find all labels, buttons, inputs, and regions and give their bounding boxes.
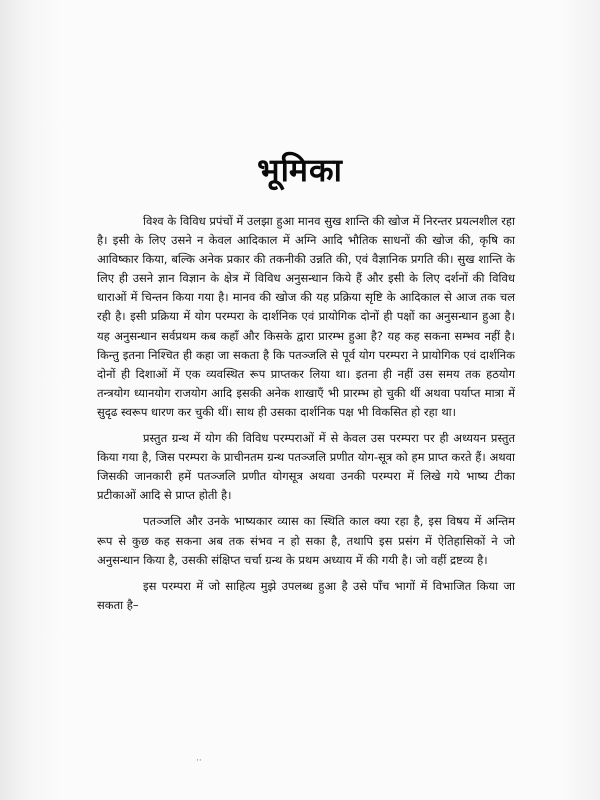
paragraph-3: पतञ्जलि और उनके भाष्यकार व्यास का स्थिति काल क्या रहा है, इस विषय में अन्तिम रूप से कुछ कह सकना अब तक संभव न हो सका है, तथापि इस प्रसंग में ऐतिहासिकों ने जो अनुसन्धान किया है, उसकी संक्षिप्त चर्चा ग्रन्थ के प्रथम अध्याय में की गयी है। जो वहीं द्रष्टव्य है।: [97, 514, 515, 567]
paragraph-4: इस परम्परा में जो साहित्य मुझे उपलब्ध हुआ है उसे पाँच भागों में विभाजित किया जा सकता है–: [97, 578, 515, 612]
footer-mark: ··: [196, 756, 202, 766]
body-text: [97, 212, 515, 615]
paragraph-2: प्रस्तुत ग्रन्थ में योग की विविध परम्पराओं में से केवल उस परम्परा पर ही अध्ययन प्रस्तुत किया गया है, जिस परम्परा के प्राचीनतम ग्रन्थ पतञ्जलि प्रणीत योग-सूत्र को हम प्राप्त करते हैं। अथवा जिसकी जानकारी हमें पतञ्जलि प्रणीत योगसूत्र अथवा उनकी परम्परा में लिखे गये भाष्य टीका प्रटीकाओं आदि से प्राप्त होती है।: [97, 431, 515, 503]
paragraph-1: विश्व के विविध प्रपंचों में उलझा हुआ मानव सुख शान्ति की खोज में निरन्तर प्रयत्नशील रहा है। इसी के लिए उसने न केवल आदिकाल में अग्नि आदि भौतिक साधनों की खोज की, कृषि का आविष्कार किया, बल्कि अनेक प्रकार की तकनीकी उन्नति की, एवं वैज्ञानिक प्रगति की। सुख शान्ति के लिए ही उसने ज्ञान विज्ञान के क्षेत्र में विविध अनुसन्धान किये हैं और इसी के लिए दर्शनों की विविध धाराओं में चिन्तन किया गया है। मानव की खोज की यह प्रक्रिया सृष्टि के आदिकाल से आज तक चल रही है। इसी प्रक्रिया में योग परम्परा के दार्शनिक एवं प्रायोगिक दोनों ही पक्षों का अनुसन्धान हुआ है। यह अनुसन्धान सर्वप्रथम कब कहाँ और किसके द्वारा प्रारम्भ हुआ है? यह कह सकना सम्भव नहीं है। किन्तु इतना निश्चित ही कहा जा सकता है कि पतञ्जलि से पूर्व योग परम्परा ने प्रायोगिक एवं दार्शनिक दोनों ही दिशाओं में एक व्यवस्थित रूप प्राप्तकर लिया था। इतना ही नहीं उस समय तक हठयोग तन्त्रयोग ध्यानयोग राजयोग आदि इसकी अनेक शाखाएँ भी प्रारम्भ हो चुकी थीं अथवा पर्याप्त मात्रा में सुदृढ स्वरूप धारण कर चुकी थीं। साथ ही उसका दार्शनिक पक्ष भी विकसित हो रहा था।: [97, 214, 515, 419]
page-title: भूमिका: [257, 151, 343, 189]
